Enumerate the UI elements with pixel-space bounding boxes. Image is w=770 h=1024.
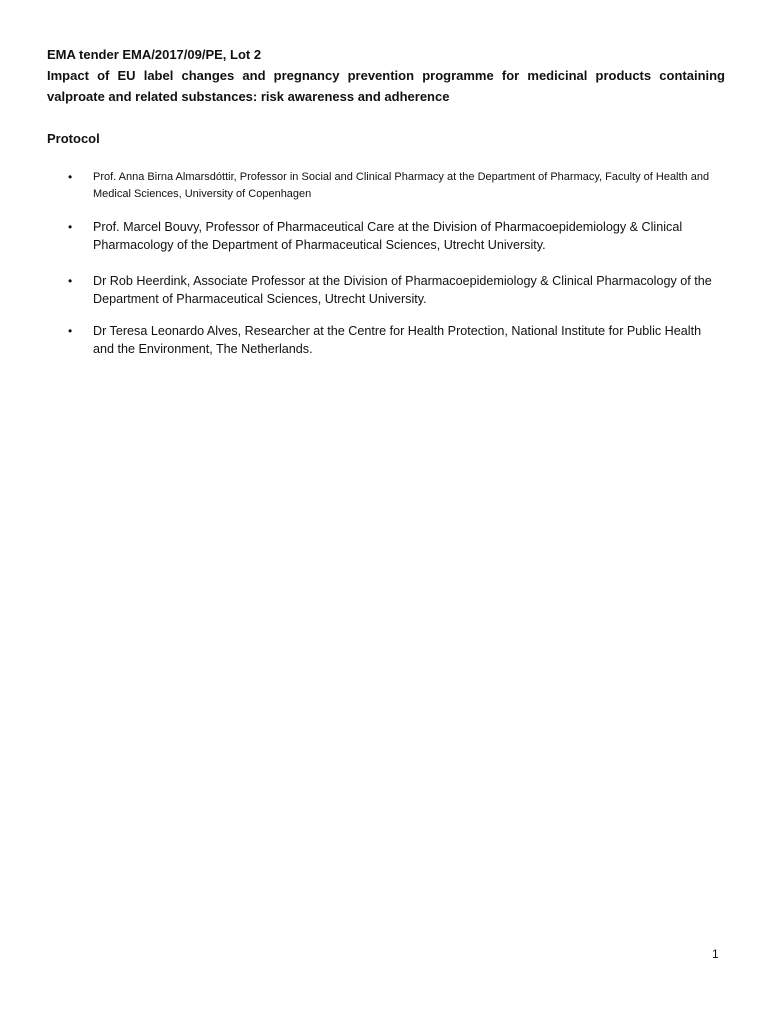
list-item	[47, 169, 727, 203]
document-header	[47, 44, 725, 107]
author-text: Dr Rob Heerdink, Associate Professor at the Division of Pharmacoepidemiology & Clinical Pharmacology of the Department of Pharmaceutical Sciences, Utrecht University.	[93, 274, 712, 306]
list-item	[47, 272, 727, 308]
bullet-icon: •	[68, 274, 73, 288]
author-text: Prof. Anna Birna Almarsdóttir, Professor in Social and Clinical Pharmacy at the Department of Pharmacy, Faculty of Health and Medical Sciences, University of Copenhagen	[93, 171, 710, 200]
section-heading: Protocol	[47, 131, 100, 146]
bullet-icon: •	[68, 170, 73, 184]
author-text: Prof. Marcel Bouvy, Professor of Pharmaceutical Care at the Division of Pharmacoepidemiology & Clinical Pharmacology of the Department of Pharmaceutical Sciences, Utrecht University.	[93, 220, 683, 252]
bullet-icon: •	[68, 324, 73, 338]
document-title: Impact of EU label changes and pregnancy prevention programme for medicinal products containing valproate and related substances: risk awareness and adherence	[47, 68, 725, 104]
list-item	[47, 322, 727, 358]
page-number: 1	[712, 947, 719, 961]
bullet-icon: •	[68, 220, 73, 234]
tender-reference: EMA tender EMA/2017/09/PE, Lot 2	[47, 47, 262, 62]
list-item	[47, 218, 727, 254]
author-text: Dr Teresa Leonardo Alves, Researcher at the Centre for Health Protection, National Institute for Public Health and the Environment, The Netherlands.	[93, 324, 702, 356]
